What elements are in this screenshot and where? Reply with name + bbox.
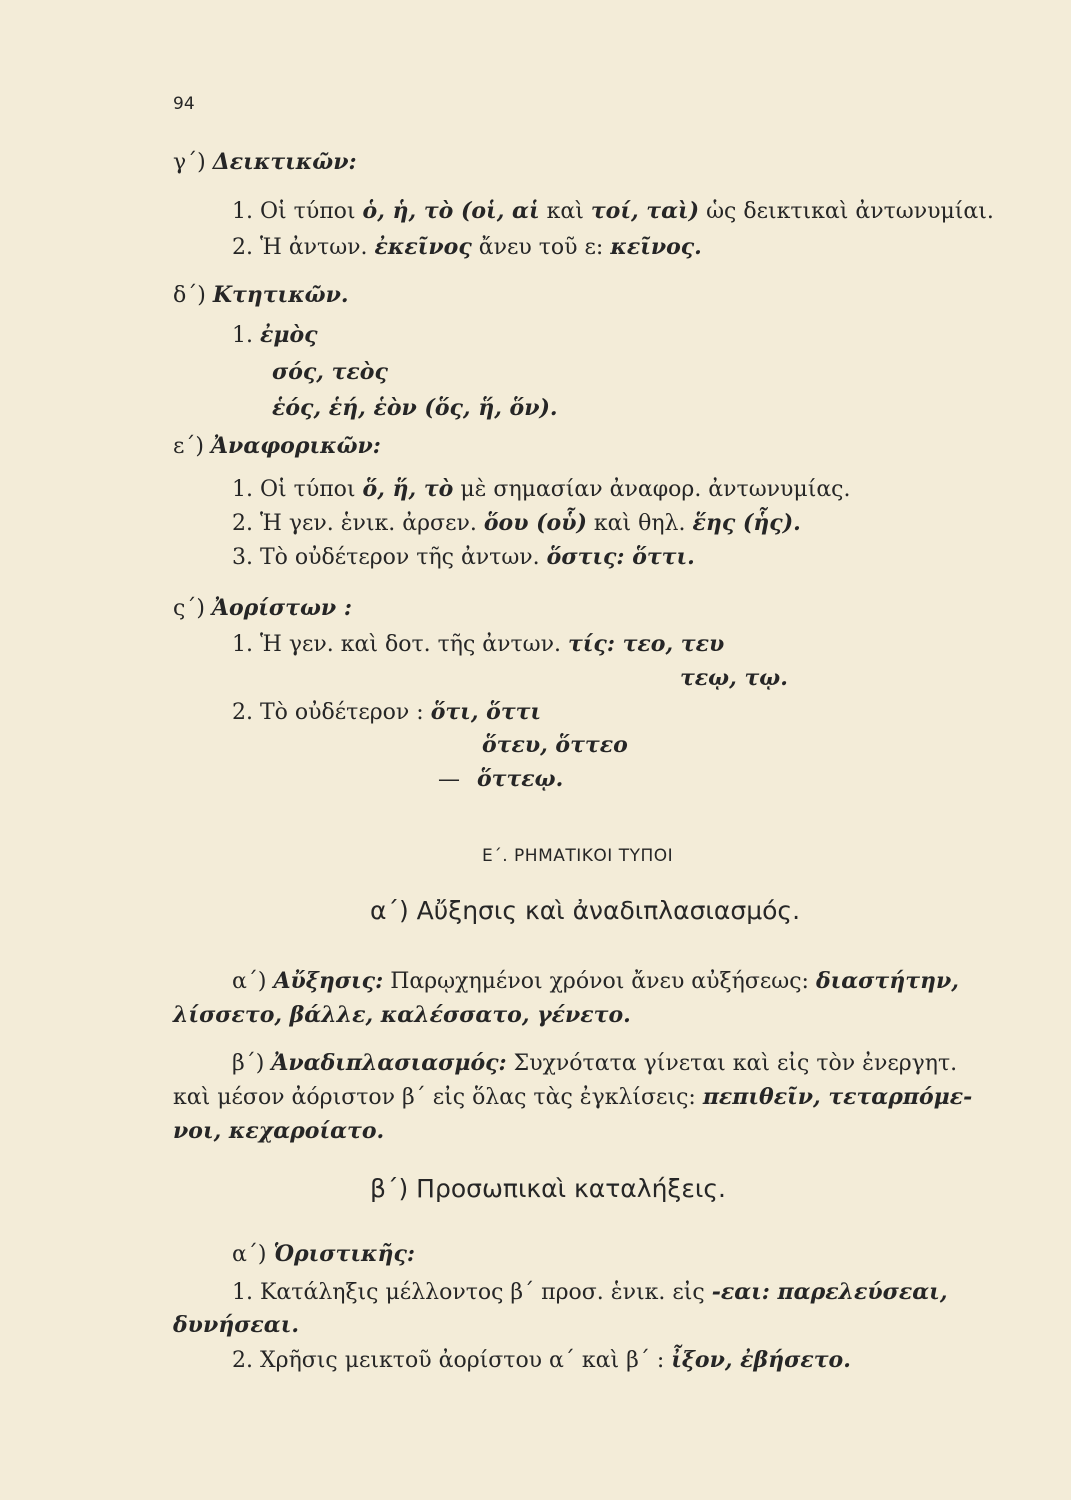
stigma-l2-d: ὅττεῳ.: [477, 766, 564, 792]
epsilon-l1-num: 1.: [232, 477, 253, 502]
stigma-line-1: [232, 630, 724, 659]
redup-ex-1: πεπιθεῖν, τεταρπόμε-: [702, 1084, 973, 1110]
delta-heading: [173, 281, 349, 310]
indicative-l2-num: 2.: [232, 1348, 253, 1373]
augment-ex-2: λίσσετο, βάλλε, καλέσσατο, γένετο.: [173, 1002, 631, 1028]
gamma-l1-e: ὡς δεικτικαὶ ἀντωνυμίαι.: [706, 199, 994, 224]
stigma-l1-b: τίς: τεο, τευ: [567, 631, 725, 657]
epsilon-l2-b: ὅου (οὗ): [483, 510, 587, 536]
gamma-line-1: [232, 197, 994, 226]
stigma-l1-a: Ἡ γεν. καὶ δοτ. τῆς ἀντων.: [260, 632, 561, 657]
delta-line-2: σός, τεὸς: [272, 359, 388, 385]
indicative-l1-ex-1: -εαι: παρελεύσεαι,: [711, 1279, 948, 1305]
epsilon-l2-num: 2.: [232, 511, 253, 536]
redup-heading: Ἀναδιπλασιασμός:: [271, 1050, 507, 1076]
redup-text-2: καὶ μέσον ἀόριστον β΄ εἰς ὅλας τὰς ἐγκλίσεις:: [173, 1085, 696, 1110]
stigma-heading-num: ς΄): [173, 596, 205, 621]
gamma-heading-num: γ΄): [173, 150, 206, 175]
epsilon-l2-d: ἕης (ἧς).: [692, 510, 801, 536]
epsilon-l1-c: μὲ σημασίαν ἀναφορ. ἀντωνυμίας.: [460, 477, 851, 502]
gamma-l1-b: ὁ, ἡ, τὸ (οἱ, αἱ: [362, 198, 540, 224]
indicative-l1-num: 1.: [232, 1280, 253, 1305]
indicative-line-1: [232, 1278, 947, 1307]
epsilon-heading: [173, 432, 381, 461]
stigma-l1-num: 1.: [232, 632, 253, 657]
stigma-l2-dash: —: [438, 767, 460, 792]
delta-l1: ἐμὸς: [260, 322, 318, 348]
augment-heading-num: α΄): [232, 969, 267, 994]
indicative-heading: [232, 1240, 415, 1269]
redup-text-1: Συχνότατα γίνεται καὶ εἰς τὸν ἐνεργητ.: [513, 1051, 958, 1076]
gamma-l1-c: καὶ: [546, 199, 584, 224]
stigma-l2-a: Τὸ οὐδέτερον :: [260, 700, 424, 725]
gamma-l2-a: Ἡ ἀντων.: [260, 235, 368, 260]
indicative-heading-text: Ὁριστικῆς:: [273, 1241, 415, 1267]
stigma-line-2-cont-1: ὅτευ, ὅττεο: [482, 732, 628, 758]
indicative-l2-ex: ἶξον, ἐβήσετο.: [671, 1347, 851, 1373]
delta-l1-num: 1.: [232, 323, 253, 348]
indicative-l1-text: Κατάληξις μέλλοντος β΄ προσ. ἑνικ. εἰς: [260, 1280, 705, 1305]
redup-heading-num: β΄): [232, 1051, 265, 1076]
gamma-l1-a: Οἱ τύποι: [260, 199, 356, 224]
subsection-augment-title: α΄) Αὔξησις καὶ ἀναδιπλασιασμός.: [370, 896, 801, 925]
epsilon-line-3: [232, 543, 695, 572]
redup-ex-2: νοι, κεχαροίατο.: [173, 1118, 385, 1144]
epsilon-l3-a: Τὸ οὐδέτερον τῆς ἀντων.: [260, 545, 540, 570]
page-number: 94: [173, 94, 195, 114]
augment-heading: Αὔξησις:: [273, 968, 384, 994]
indicative-l2-text: Χρῆσις μεικτοῦ ἀορίστου α΄ καὶ β΄ :: [260, 1348, 665, 1373]
redup-line-1: [232, 1049, 957, 1078]
stigma-line-1-cont: τεῳ, τῳ.: [680, 665, 788, 691]
gamma-heading: [173, 148, 357, 177]
gamma-line-2: [232, 233, 702, 262]
delta-line-3: ἑός, ἑή, ἑὸν (ὅς, ἥ, ὅν).: [272, 395, 558, 421]
gamma-l2-c: ἄνευ τοῦ ε:: [478, 235, 604, 260]
gamma-l1-num: 1.: [232, 199, 253, 224]
epsilon-line-1: [232, 475, 850, 504]
augment-text: Παρῳχημένοι χρόνοι ἄνευ αὐξήσεως:: [390, 969, 809, 994]
epsilon-l1-b: ὅ, ἥ, τὸ: [362, 476, 454, 502]
epsilon-line-2: [232, 509, 801, 538]
redup-line-2: [173, 1083, 972, 1112]
delta-line-1: [232, 321, 318, 350]
indicative-heading-num: α΄): [232, 1242, 267, 1267]
delta-heading-num: δ΄): [173, 283, 206, 308]
stigma-heading-text: Ἀορίστων :: [211, 595, 352, 621]
stigma-l2-num: 2.: [232, 700, 253, 725]
gamma-l1-d: τοί, ταὶ): [590, 198, 700, 224]
subsection-endings-title: β΄) Προσωπικαὶ καταλήξεις.: [370, 1174, 726, 1203]
gamma-l2-d: κεῖνος.: [610, 234, 702, 260]
epsilon-l1-a: Οἱ τύποι: [260, 477, 356, 502]
epsilon-l2-c: καὶ θηλ.: [593, 511, 686, 536]
stigma-line-2-cont-2: [438, 765, 563, 794]
epsilon-l3-num: 3.: [232, 545, 253, 570]
stigma-heading: [173, 594, 352, 623]
delta-heading-text: Κτητικῶν.: [212, 282, 349, 308]
augment-line: [232, 967, 959, 996]
indicative-line-2: [232, 1346, 851, 1375]
gamma-heading-text: Δεικτικῶν:: [212, 149, 357, 175]
stigma-line-2: [232, 698, 541, 727]
epsilon-heading-text: Ἀναφορικῶν:: [210, 433, 381, 459]
gamma-l2-num: 2.: [232, 235, 253, 260]
augment-ex-1: διαστήτην,: [815, 968, 959, 994]
indicative-l1-ex-2: δυνήσεαι.: [173, 1312, 300, 1338]
stigma-l2-b: ὅτι, ὅττι: [430, 699, 542, 725]
epsilon-l2-a: Ἡ γεν. ἑνικ. ἀρσεν.: [260, 511, 477, 536]
section-title: Ε΄. ΡΗΜΑΤΙΚΟΙ ΤΥΠΟΙ: [482, 846, 674, 866]
gamma-l2-b: ἐκεῖνος: [374, 234, 472, 260]
epsilon-heading-num: ε΄): [173, 434, 204, 459]
epsilon-l3-b: ὅστις: ὅττι.: [546, 544, 695, 570]
